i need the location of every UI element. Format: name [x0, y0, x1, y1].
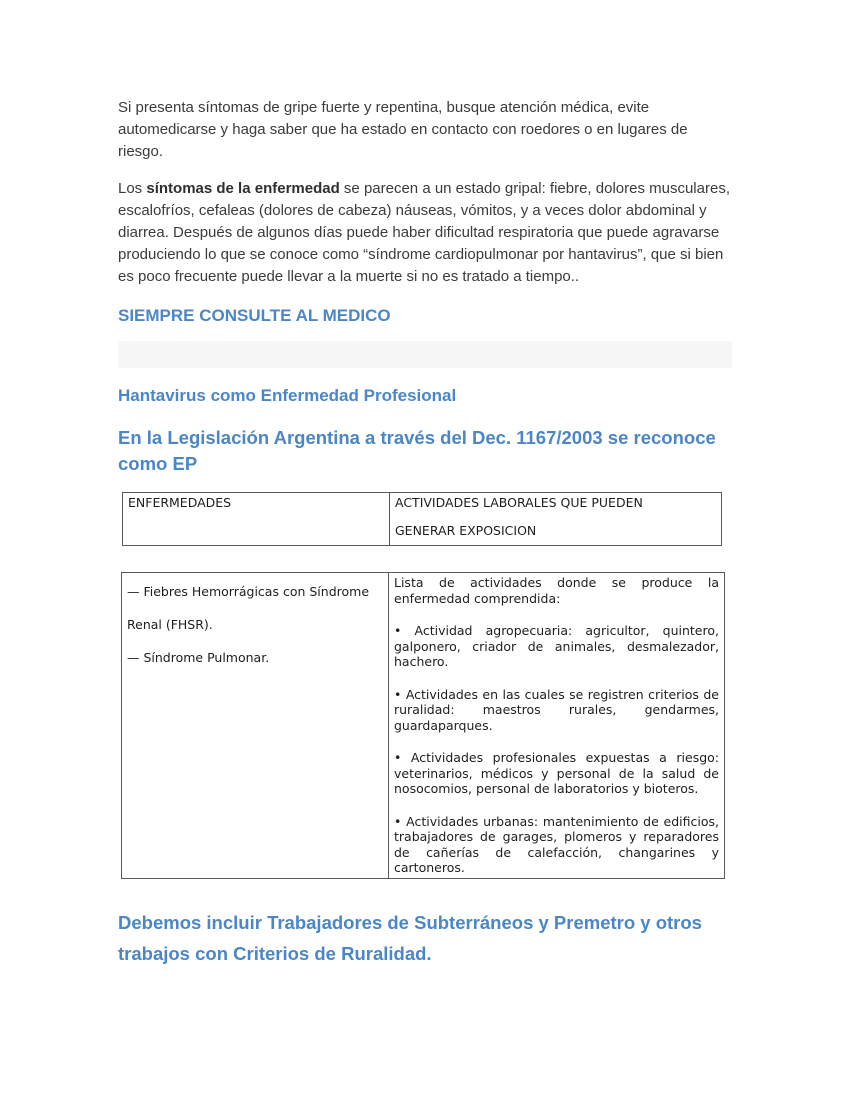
activity-item: • Actividades en las cuales se registren criterios de ruralidad: maestros rurales, gendarmes, guardaparques. — [394, 686, 719, 733]
activity-item: • Actividad agropecuaria: agricultor, quintero, galponero, criador de animales, desmalezador, hachero. — [394, 623, 719, 669]
activities-intro: Lista de actividades donde se produce la enfermedad comprendida: — [394, 575, 719, 606]
intro-paragraph-1: Si presenta síntomas de gripe fuerte y repentina, busque atención médica, evite automedicarse y haga saber que ha estado en contacto con roedores o en lugares de riesgo. — [118, 99, 688, 160]
cell-actividades-line-1: ACTIVIDADES LABORALES QUE PUEDEN — [395, 495, 643, 510]
table-header-enfermedades-actividades — [122, 492, 722, 546]
disease-line: — Síndrome Pulmonar. — [127, 650, 270, 665]
disease-line: — Fiebres Hemorrágicas con Síndrome — [127, 584, 370, 599]
heading-always-consult-doctor: SIEMPRE CONSULTE AL MEDICO — [118, 306, 391, 325]
intro-paragraph-2 — [118, 178, 732, 288]
heading-include-subway-workers: Debemos incluir Trabajadores de Subterráneos y Premetro y otros trabajos con Criterios de Ruralidad. — [118, 911, 702, 964]
activity-item: • Actividades profesionales expuestas a riesgo: veterinarios, médicos y personal de la salud de nosocomios, personal de laboratorios y bioteros. — [394, 750, 719, 796]
disease-line: Renal (FHSR). — [127, 617, 213, 632]
paragraph2-bold-symptoms: síntomas de la enfermedad — [146, 180, 340, 197]
gray-divider-bar — [118, 341, 732, 368]
table-row — [122, 573, 725, 879]
paragraph2-prefix: Los — [118, 180, 147, 197]
cell-actividades-line-2: GENERAR EXPOSICION — [395, 523, 537, 538]
cell-enfermedades — [123, 493, 390, 546]
table-diseases-activities — [121, 572, 725, 879]
cell-enfermedades-label: ENFERMEDADES — [128, 495, 232, 510]
activity-item: • Actividades urbanas: mantenimiento de edificios, trabajadores de garages, plomeros y reparadores de cañerías de calefacción, changarines y cartoneros. — [394, 813, 719, 875]
table-row — [123, 493, 722, 546]
paragraph2-rest: se parecen a un estado gripal: fiebre, dolores musculares, escalofríos, cefaleas (dolores de cabeza) náuseas, vómitos, y a veces dolor abdominal y diarrea. Después de algunos días puede haber dificultad respiratoria que puede agravarse produciendo lo que se conoce como “síndrome cardiopulmonar por hantavirus”, que si bien es poco frecuente puede llevar a la muerte si no es tratado a tiempo.. — [118, 180, 730, 285]
heading-argentine-legislation: En la Legislación Argentina a través del Dec. 1167/2003 se reconoce como EP — [118, 427, 716, 474]
cell-activities-list — [389, 573, 725, 879]
cell-diseases-list — [122, 573, 389, 879]
document-content — [118, 0, 732, 969]
cell-actividades-laborales — [390, 493, 722, 546]
heading-hantavirus-occupational-disease: Hantavirus como Enfermedad Profesional — [118, 386, 457, 405]
